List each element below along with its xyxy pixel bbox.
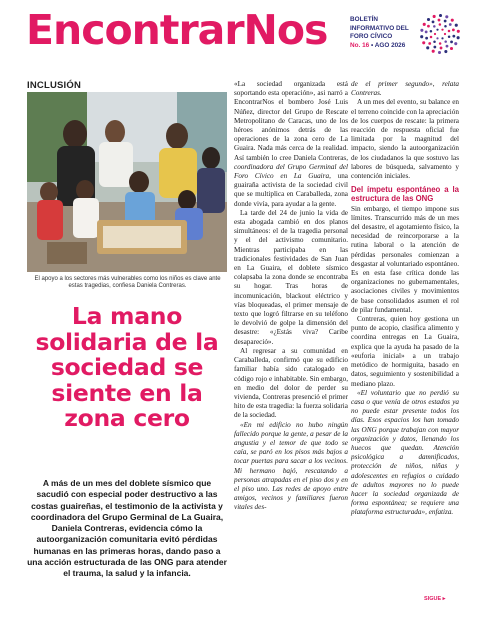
column1-quote: «En mi edificio no hubo ningún fallecido porque la gente, a pesar de la angustia y el temor de que todo se caía, se paró en los pisos más bajos a tocar puertas para sacar a los vecinos. Mi hermano bajó, rescatando a personas atrapadas en el piso dos y en el piso uno. Las redes de apoyo entre amigos, vecinos y familiares fueron vitales des- bbox=[234, 420, 348, 512]
bulletin-line-2: INFORMATIVO DEL bbox=[350, 24, 409, 32]
logo-dot bbox=[446, 45, 449, 48]
article-photo bbox=[27, 92, 227, 272]
logo-dot bbox=[455, 24, 458, 27]
bulletin-line-1: BOLETÍN bbox=[350, 16, 379, 23]
column2-paragraph-3: Sin embargo, el tiempo impone sus límites. Transcurrido más de un mes del desastre, el agotamiento físico, la necesidad de reincorporarse a la rutina laboral o la atención de pérdidas personales comienzan a desgastar al voluntariado espontáneo. Es en esta fase crítica donde las organizaciones no gubernamentales, asociaciones civiles y movimientos de base consolidados asumen el rol de pilar fundamental. bbox=[351, 204, 459, 314]
logo-dot bbox=[444, 33, 446, 35]
column1-paragraph-1-emphasis: coordinadora del Grupo Germinal del Foro Cívico en La Guaira bbox=[234, 162, 348, 181]
logo-dot bbox=[430, 30, 433, 33]
logo-dot bbox=[444, 50, 447, 53]
article-lead: A más de un mes del doblete sísmico que sacudió con especial poder destructivo a las costas guaireñas, el testimonio de la activista y coordinadora del Grupo Germinal de La Guaira, Daniela Contreras, evidencia cómo la autoorganización comunitaria evitó pérdidas humanas en las primeras horas, dando paso a una acción estructurada de las ONG para atender el trauma, la salud y la infancia. bbox=[27, 478, 227, 579]
newsletter-title: EncontrarNos bbox=[26, 6, 328, 54]
masthead bbox=[0, 0, 478, 66]
logo-dot bbox=[457, 36, 460, 39]
logo-dot bbox=[454, 42, 457, 45]
logo-dot bbox=[426, 46, 429, 49]
logo-dot bbox=[427, 25, 430, 28]
logo-dot bbox=[436, 37, 438, 39]
article-column-2 bbox=[351, 80, 459, 518]
logo-dot bbox=[436, 29, 438, 31]
logo-dot bbox=[452, 28, 455, 31]
column1-paragraph-3: Al regresar a su comunidad en Caraballeda, confirmó que su edificio familiar había sido catalogado en código rojo e inhabitable. Sin embargo, en medio del dolor de perder su vivienda, Contreras presenció el primer hito de esta tragedia: la fuerza solidaria de la sociedad. bbox=[234, 346, 348, 420]
logo-dot bbox=[452, 35, 455, 38]
logo-dot bbox=[438, 51, 441, 54]
logo-dot bbox=[434, 33, 436, 35]
logo-dot bbox=[448, 30, 451, 33]
article-column-1 bbox=[234, 80, 348, 513]
logo-dot bbox=[430, 36, 433, 39]
logo-dot bbox=[433, 15, 436, 18]
column2-paragraph-1: de el primer segundo», relata Contreras. bbox=[351, 80, 459, 98]
logo-dot bbox=[432, 50, 435, 53]
foro-civico-logo-icon bbox=[420, 14, 460, 54]
logo-dot bbox=[433, 41, 436, 44]
issue-line bbox=[350, 42, 430, 51]
logo-dot bbox=[433, 25, 436, 28]
logo-dot bbox=[451, 19, 454, 22]
logo-dot bbox=[450, 41, 453, 44]
logo-dot bbox=[439, 14, 442, 17]
logo-dot bbox=[425, 30, 428, 33]
logo-dot bbox=[427, 18, 430, 21]
column1-paragraph-1-text: «La sociedad organizada está soportando esta operación», asi narró a EncontrarNos el bombero José Luis Núñez, director del Grupo de Rescate Metropolitano de Caracas, uno de los héroes anónimos detrás de las operaciones de la zona cero de La Guaira. Nada más cerca de la realidad. Así también lo cree Daniela Contreras, bbox=[234, 80, 348, 162]
article-headline: La mano solidaria de la sociedad se siente en la zona cero bbox=[35, 302, 219, 432]
logo-dot bbox=[448, 36, 451, 39]
logo-dot bbox=[425, 37, 428, 40]
logo-dot bbox=[441, 29, 443, 31]
logo-dot bbox=[433, 46, 436, 49]
logo-dot bbox=[444, 25, 447, 28]
column1-paragraph-1 bbox=[234, 80, 348, 209]
column2-paragraph-4: Contreras, quien hoy gestiona un punto de acopio, clasifica alimento y coordina entregas en La Guaira, explica que la ayuda ha pasado de la «euforia inicial» a un trabajo metódico de hormiguita, basado en datos, seguimiento y sostenibilidad a mediano plazo. bbox=[351, 315, 459, 388]
column1-paragraph-2: La tarde del 24 de junio la vida de esta abogada cambió en dos planos simultáneos: el de la tragedia personal y el del activismo comunitario. Mientras participaba en las tradicionales festividades de San Juan en La Guaira, el doblete sísmico colapsaba la zona donde se encontraba su hogar. Tras horas de incomunicación, blackout eléctrico y vías bloqueadas, el primer mensaje de texto que logró filtrarse en su teléfono le devolvió de golpe la dimensión del desastre: «¿Estás viva? Caribe desapareció». bbox=[234, 208, 348, 346]
column2-quote: «El voluntario que no perdió su casa o que venía de otros estados ya no puede estar presente todos los días. Esos espacios los han tomado las ONG porque trabajan con mayor organización y datos, llenando los huecos que quedan. Atención psicológica a damnificados, protección de niños, niñas y adolescentes en refugios o cuidado de adultos mayores no lo puede hacer la sociedad organizada de forma espontánea; se requiere una plataforma estructurada», enfatiza. bbox=[351, 388, 459, 517]
logo-dot bbox=[449, 23, 452, 26]
logo-dot bbox=[441, 37, 443, 39]
column2-paragraph-2: A un mes del evento, su balance en el terreno coincide con la apreciación de los cuerpos de rescate: la primera reacción de respuesta oficial fue limitada por la magnitud del impacto, siendo la autoorganización de los ciudadanos la que sostuvo las labores de búsqueda, salvamento y contención iniciales. bbox=[351, 98, 459, 181]
section-label: INCLUSIÓN bbox=[27, 80, 82, 91]
logo-dot bbox=[422, 41, 425, 44]
logo-dot bbox=[450, 47, 453, 50]
continues-label: SIGUE ▸ bbox=[424, 596, 446, 602]
logo-dot bbox=[440, 47, 443, 50]
issue-number: No. 16 bbox=[350, 41, 370, 49]
logo-dot bbox=[423, 23, 426, 26]
logo-dot bbox=[438, 19, 441, 22]
logo-dot bbox=[439, 23, 442, 26]
logo-dot bbox=[457, 30, 460, 33]
logo-dot bbox=[444, 40, 447, 43]
logo-dot bbox=[428, 42, 431, 45]
bulletin-line-3: FORO CÍVICO bbox=[350, 33, 393, 41]
logo-dot bbox=[444, 20, 447, 23]
column1-paragraph-1-text-end: , una guairaña activista de la sociedad civil que se multiplica en Caraballeda, zona donde vivía, para ayudar a la gente. bbox=[234, 172, 348, 208]
logo-dot bbox=[420, 29, 423, 32]
logo-dot bbox=[420, 35, 423, 38]
logo-dot bbox=[439, 42, 442, 45]
logo-dot bbox=[445, 15, 448, 18]
issue-date: • AGO 2026 bbox=[369, 41, 406, 49]
subheading: Del ímpetu espontáneo a la estructura de las ONG bbox=[351, 185, 459, 204]
bulletin-info bbox=[350, 16, 430, 50]
photo-caption: El apoyo a los sectores más vulnerables como los niños es clave ante estas tragedias, confiesa Daniela Contreras. bbox=[34, 276, 221, 289]
logo-dot bbox=[432, 20, 435, 23]
